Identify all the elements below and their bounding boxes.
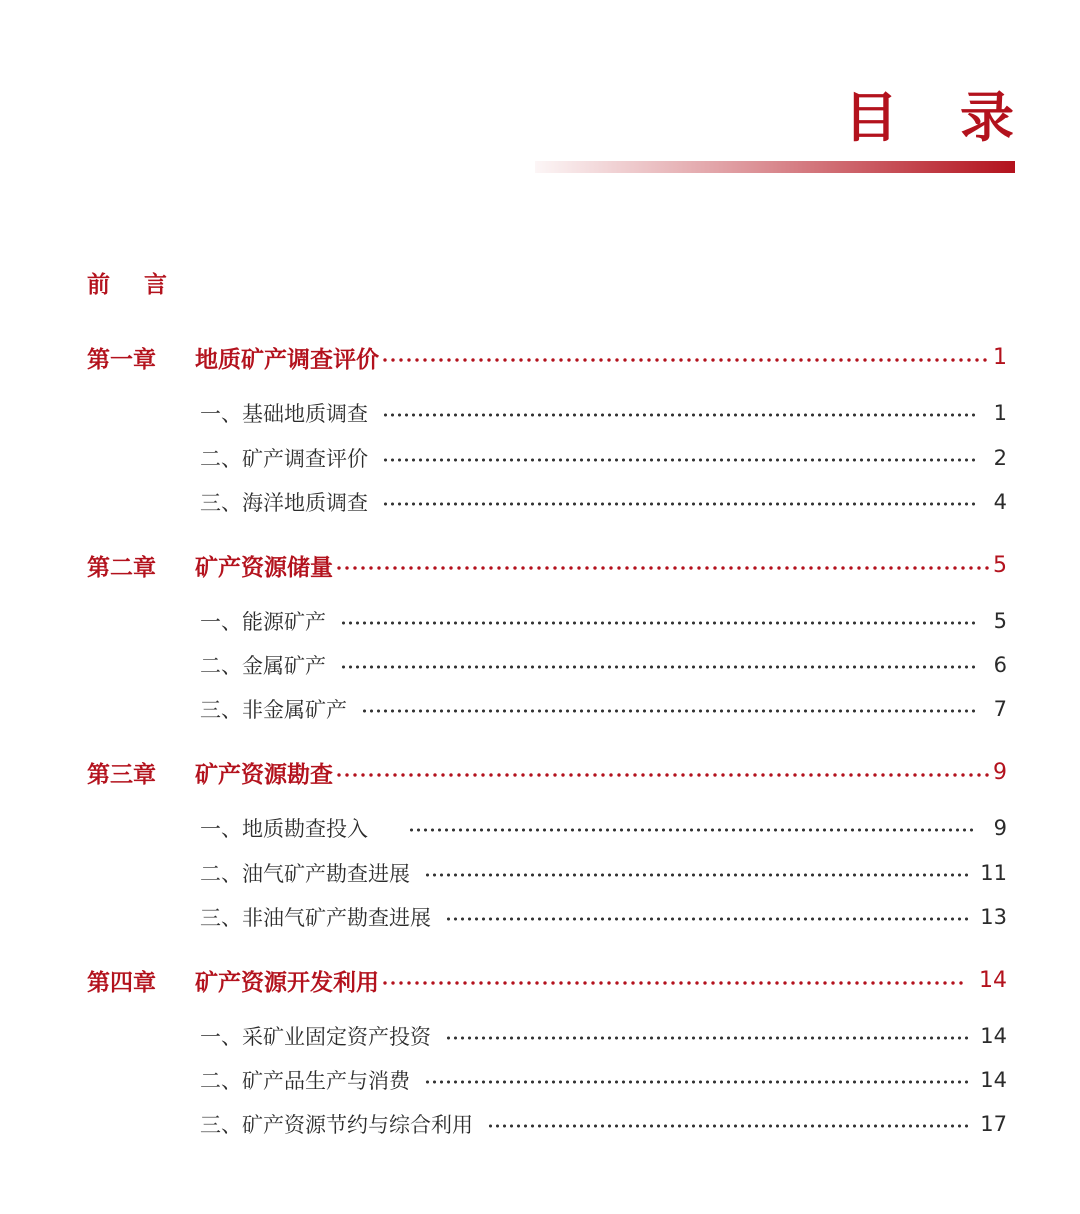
chapter-number: 第三章 xyxy=(87,761,156,788)
toc-section-4-1[interactable] xyxy=(200,1019,1007,1053)
toc-section-3-1[interactable] xyxy=(200,811,1007,845)
dot-leader xyxy=(335,773,989,777)
preface-char-1: 前 xyxy=(87,272,110,298)
section-page-number: 4 xyxy=(993,490,1007,514)
section-title: 一、采矿业固定资产投资 xyxy=(200,1025,431,1049)
section-page-number: 17 xyxy=(980,1112,1007,1136)
dot-leader xyxy=(335,566,989,570)
chapter-title: 矿产资源储量 xyxy=(195,554,333,581)
section-title: 三、非油气矿产勘查进展 xyxy=(200,906,431,930)
section-title: 三、矿产资源节约与综合利用 xyxy=(200,1113,473,1137)
toc-section-2-2[interactable] xyxy=(200,648,1007,682)
dot-leader xyxy=(340,621,975,625)
toc-section-2-3[interactable] xyxy=(200,692,1007,726)
dot-leader xyxy=(445,917,970,921)
toc-preface[interactable] xyxy=(87,265,167,305)
chapter-page-number: 1 xyxy=(993,344,1007,370)
section-title: 二、矿产调查评价 xyxy=(200,447,368,471)
section-title: 二、矿产品生产与消费 xyxy=(200,1069,410,1093)
dot-leader xyxy=(487,1124,970,1128)
dot-leader xyxy=(408,828,975,832)
section-page-number: 1 xyxy=(993,401,1007,425)
section-page-number: 6 xyxy=(993,653,1007,677)
dot-leader xyxy=(382,413,975,417)
section-page-number: 5 xyxy=(993,609,1007,633)
toc-chapter-4[interactable] xyxy=(87,960,1007,1000)
section-page-number: 11 xyxy=(980,861,1007,885)
chapter-page-number: 5 xyxy=(993,552,1007,578)
dot-leader xyxy=(382,502,975,506)
dot-leader xyxy=(382,458,975,462)
dot-leader xyxy=(381,358,989,362)
toc-section-4-2[interactable] xyxy=(200,1063,1007,1097)
chapter-number: 第二章 xyxy=(87,554,156,581)
section-page-number: 9 xyxy=(993,816,1007,840)
dot-leader xyxy=(445,1036,970,1040)
dot-leader xyxy=(361,709,975,713)
section-title: 一、能源矿产 xyxy=(200,610,326,634)
section-page-number: 14 xyxy=(980,1068,1007,1092)
page-title-char-2: 录 xyxy=(960,86,1014,149)
section-page-number: 13 xyxy=(980,905,1007,929)
section-title: 三、海洋地质调查 xyxy=(200,491,368,515)
toc-section-3-3[interactable] xyxy=(200,900,1007,934)
toc-section-4-3[interactable] xyxy=(200,1107,1007,1141)
toc-chapter-2[interactable] xyxy=(87,545,1007,585)
section-page-number: 7 xyxy=(993,697,1007,721)
section-title: 二、金属矿产 xyxy=(200,654,326,678)
toc-section-3-2[interactable] xyxy=(200,856,1007,890)
chapter-number: 第四章 xyxy=(87,969,156,996)
chapter-number: 第一章 xyxy=(87,346,156,373)
chapter-page-number: 14 xyxy=(979,967,1007,993)
toc-section-1-2[interactable] xyxy=(200,441,1007,475)
section-title: 三、非金属矿产 xyxy=(200,698,347,722)
section-page-number: 14 xyxy=(980,1024,1007,1048)
preface-char-2: 言 xyxy=(144,272,167,298)
dot-leader xyxy=(424,1080,970,1084)
chapter-title: 矿产资源勘查 xyxy=(195,761,333,788)
toc-chapter-1[interactable] xyxy=(87,337,1007,377)
toc-section-1-3[interactable] xyxy=(200,485,1007,519)
page-title xyxy=(844,86,1014,150)
dot-leader xyxy=(381,981,963,985)
section-title: 一、地质勘查投入 xyxy=(200,817,368,841)
toc-chapter-3[interactable] xyxy=(87,752,1007,792)
section-title: 二、油气矿产勘查进展 xyxy=(200,862,410,886)
chapter-title: 地质矿产调查评价 xyxy=(195,346,379,373)
title-underline-bar xyxy=(535,161,1015,173)
dot-leader xyxy=(424,873,970,877)
section-title: 一、基础地质调查 xyxy=(200,402,368,426)
chapter-title: 矿产资源开发利用 xyxy=(195,969,379,996)
toc-section-2-1[interactable] xyxy=(200,604,1007,638)
chapter-page-number: 9 xyxy=(993,759,1007,785)
page-title-char-1: 目 xyxy=(844,86,898,149)
toc-section-1-1[interactable] xyxy=(200,396,1007,430)
dot-leader xyxy=(340,665,975,669)
section-page-number: 2 xyxy=(993,446,1007,470)
